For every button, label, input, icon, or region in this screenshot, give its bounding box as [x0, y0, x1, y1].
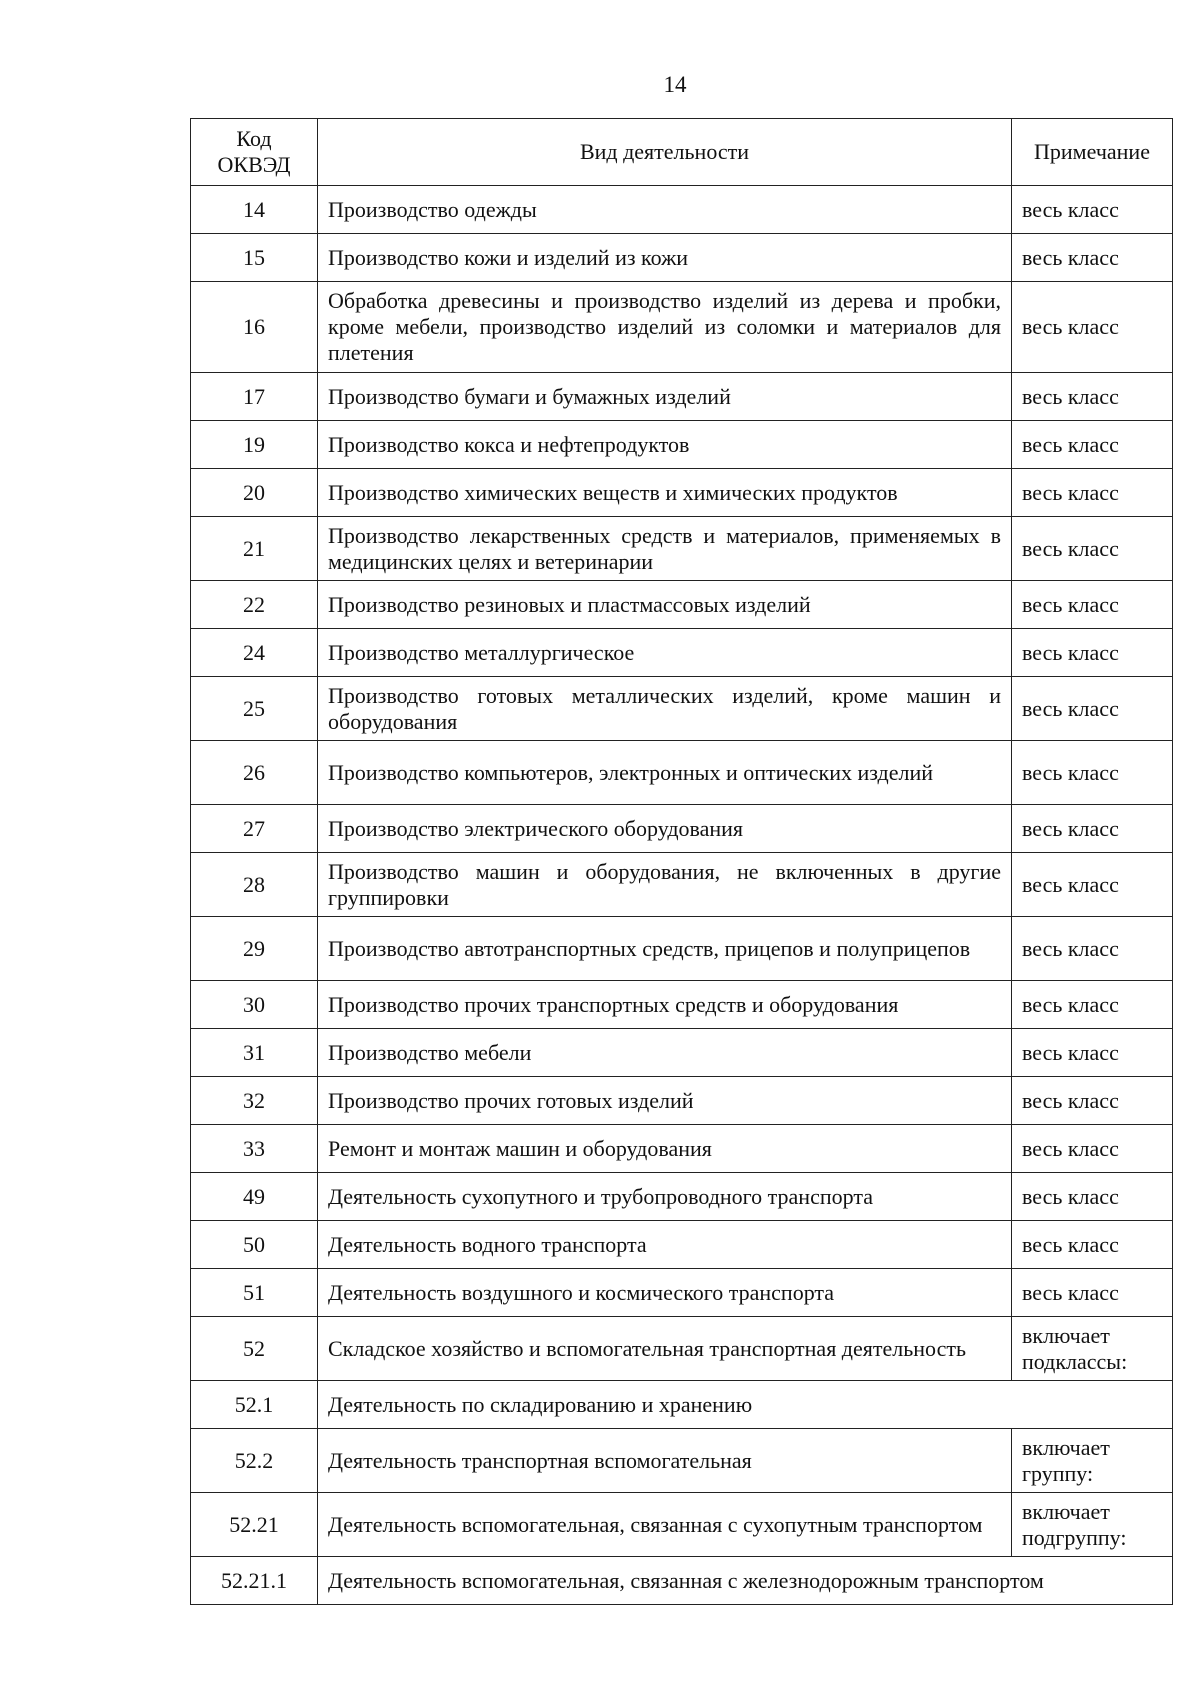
row-code: 15: [191, 234, 318, 282]
row-code: 24: [191, 629, 318, 677]
table-row: [191, 469, 1173, 517]
row-note: весь класс: [1012, 1173, 1173, 1221]
table-row: [191, 677, 1173, 741]
row-activity: Деятельность воздушного и космического транспорта: [318, 1269, 1012, 1317]
row-code: 51: [191, 1269, 318, 1317]
row-note: весь класс: [1012, 581, 1173, 629]
row-note: весь класс: [1012, 469, 1173, 517]
row-code: 19: [191, 421, 318, 469]
row-note: весь класс: [1012, 1269, 1173, 1317]
row-activity: Производство компьютеров, электронных и оптических изделий: [318, 741, 1012, 805]
table-row: [191, 1125, 1173, 1173]
row-note: весь класс: [1012, 234, 1173, 282]
row-activity: Производство готовых металлических изделий, кроме машин и оборудования: [318, 677, 1012, 741]
row-note: [1012, 1429, 1173, 1493]
row-note: весь класс: [1012, 853, 1173, 917]
row-note: весь класс: [1012, 629, 1173, 677]
row-activity: Деятельность водного транспорта: [318, 1221, 1012, 1269]
table-row: [191, 186, 1173, 234]
row-activity: Производство металлургическое: [318, 629, 1012, 677]
row-code: 29: [191, 917, 318, 981]
row-code: 52: [191, 1317, 318, 1381]
row-note: весь класс: [1012, 517, 1173, 581]
note-line: включает: [1022, 1322, 1110, 1348]
row-note: весь класс: [1012, 1221, 1173, 1269]
row-activity: Производство одежды: [318, 186, 1012, 234]
row-code: 21: [191, 517, 318, 581]
row-note: весь класс: [1012, 1029, 1173, 1077]
row-note: [1012, 1317, 1173, 1381]
table-row: [191, 1221, 1173, 1269]
row-code: 22: [191, 581, 318, 629]
table-row: [191, 373, 1173, 421]
row-note: [1012, 1493, 1173, 1557]
row-code: 50: [191, 1221, 318, 1269]
table-row: [191, 1029, 1173, 1077]
table-row: [191, 805, 1173, 853]
row-activity: Производство прочих транспортных средств и оборудования: [318, 981, 1012, 1029]
table-row: [191, 1381, 1173, 1429]
row-code: 30: [191, 981, 318, 1029]
table-row: [191, 917, 1173, 981]
row-note: весь класс: [1012, 981, 1173, 1029]
header-code: Код ОКВЭД: [191, 119, 318, 186]
table-row: [191, 1493, 1173, 1557]
row-note: весь класс: [1012, 741, 1173, 805]
header-activity: Вид деятельности: [318, 119, 1012, 186]
note-line: подгруппу:: [1022, 1524, 1127, 1550]
row-activity: Производство резиновых и пластмассовых изделий: [318, 581, 1012, 629]
row-activity: Производство кокса и нефтепродуктов: [318, 421, 1012, 469]
row-activity: Деятельность вспомогательная, связанная с железнодорожным транспортом: [318, 1557, 1173, 1605]
row-code: 49: [191, 1173, 318, 1221]
row-code: 14: [191, 186, 318, 234]
row-activity: Деятельность вспомогательная, связанная с сухопутным транспортом: [318, 1493, 1012, 1557]
table-row: [191, 1077, 1173, 1125]
table-row: [191, 517, 1173, 581]
table-row: [191, 1429, 1173, 1493]
table-row: [191, 1173, 1173, 1221]
row-note: весь класс: [1012, 282, 1173, 373]
row-code: 25: [191, 677, 318, 741]
row-code: 52.1: [191, 1381, 318, 1429]
table-row: [191, 421, 1173, 469]
row-code: 26: [191, 741, 318, 805]
row-code: 33: [191, 1125, 318, 1173]
row-activity: Производство автотранспортных средств, прицепов и полуприцепов: [318, 917, 1012, 981]
row-activity: Деятельность сухопутного и трубопроводного транспорта: [318, 1173, 1012, 1221]
row-activity: Производство прочих готовых изделий: [318, 1077, 1012, 1125]
table-row: [191, 282, 1173, 373]
row-code: 16: [191, 282, 318, 373]
row-activity: Деятельность транспортная вспомогательная: [318, 1429, 1012, 1493]
row-note: весь класс: [1012, 805, 1173, 853]
row-activity: Производство лекарственных средств и материалов, применяемых в медицинских целях и ветеринарии: [318, 517, 1012, 581]
row-code: 52.21.1: [191, 1557, 318, 1605]
row-activity: Обработка древесины и производство изделий из дерева и пробки, кроме мебели, производство изделий из соломки и материалов для плетения: [318, 282, 1012, 373]
row-activity: Производство бумаги и бумажных изделий: [318, 373, 1012, 421]
row-note: весь класс: [1012, 1077, 1173, 1125]
row-activity: Деятельность по складированию и хранению: [318, 1381, 1173, 1429]
table-header-row: [191, 119, 1173, 186]
row-code: 52.21: [191, 1493, 318, 1557]
row-note: весь класс: [1012, 1125, 1173, 1173]
table-row: [191, 1269, 1173, 1317]
row-code: 17: [191, 373, 318, 421]
row-code: 52.2: [191, 1429, 318, 1493]
table-row: [191, 581, 1173, 629]
okved-table: [190, 118, 1173, 1605]
row-activity: Складское хозяйство и вспомогательная транспортная деятельность: [318, 1317, 1012, 1381]
header-note: Примечание: [1012, 119, 1173, 186]
table-row: [191, 1317, 1173, 1381]
row-note: весь класс: [1012, 373, 1173, 421]
row-note: весь класс: [1012, 421, 1173, 469]
row-activity: Производство кожи и изделий из кожи: [318, 234, 1012, 282]
note-line: включает: [1022, 1434, 1110, 1460]
row-code: 27: [191, 805, 318, 853]
table-row: [191, 853, 1173, 917]
table-row: [191, 234, 1173, 282]
note-line: включает: [1022, 1498, 1110, 1524]
table-row: [191, 981, 1173, 1029]
row-activity: Производство электрического оборудования: [318, 805, 1012, 853]
note-line: подклассы:: [1022, 1348, 1128, 1374]
row-note: весь класс: [1012, 677, 1173, 741]
page-number: 14: [663, 72, 687, 97]
row-activity: Производство машин и оборудования, не включенных в другие группировки: [318, 853, 1012, 917]
row-code: 32: [191, 1077, 318, 1125]
row-activity: Ремонт и монтаж машин и оборудования: [318, 1125, 1012, 1173]
table-row: [191, 741, 1173, 805]
table-row: [191, 629, 1173, 677]
row-activity: Производство химических веществ и химических продуктов: [318, 469, 1012, 517]
row-note: весь класс: [1012, 186, 1173, 234]
row-note: весь класс: [1012, 917, 1173, 981]
row-code: 31: [191, 1029, 318, 1077]
row-activity: Производство мебели: [318, 1029, 1012, 1077]
table-row: [191, 1557, 1173, 1605]
row-code: 20: [191, 469, 318, 517]
note-line: группу:: [1022, 1460, 1094, 1486]
row-code: 28: [191, 853, 318, 917]
